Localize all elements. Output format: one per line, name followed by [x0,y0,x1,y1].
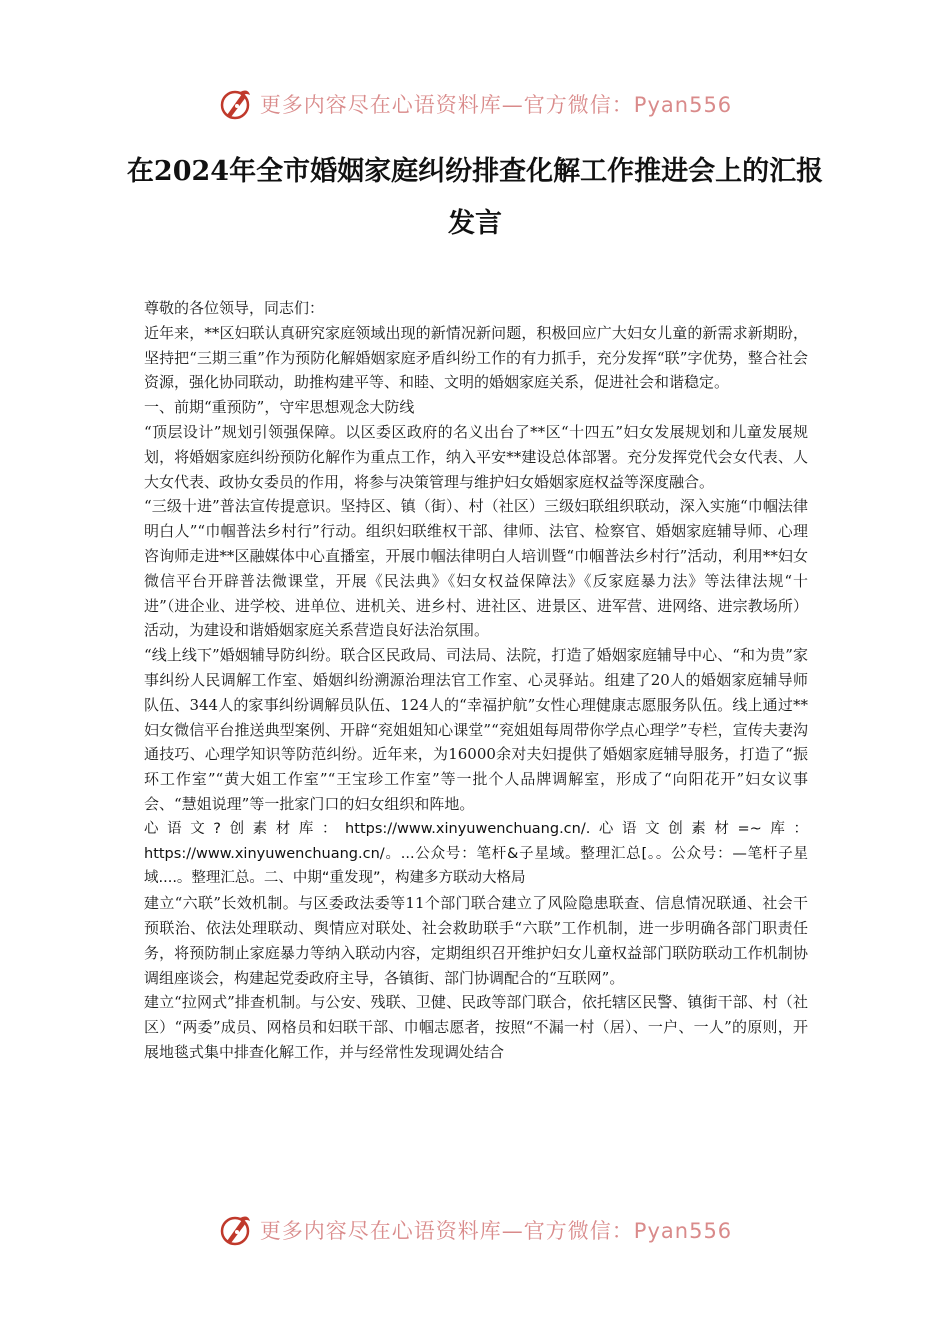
pen-nib-logo-icon [218,86,254,122]
paragraph: 建立“六联”长效机制。与区委政法委等11个部门联合建立了风险隐患联查、信息情况联通、社会干预联治、依法处理联动、舆情应对联处、社会救助联手“六联”工作机制，进一步明确各部门职责任务，将预防制止家庭暴力等纳入联动内容，定期组织召开维护妇女儿童权益部门联防联动工作机制协调组座谈会，构建起党委政府主导，各镇街、部门协调配合的“互联网”。 [144,894,808,987]
document-body [144,296,808,1065]
paragraph: 建立“拉网式”排查机制。与公安、残联、卫健、民政等部门联合，依托辖区民警、镇街干部、村（社区）“两委”成员、网格员和妇联干部、巾帼志愿者，按照“不漏一村（居）、一户、一人”的原则，开展地毯式集中排查化解工作，并与经常性发现调处结合 [144,993,808,1061]
paragraph: 近年来，**区妇联认真研究家庭领域出现的新情况新问题，积极回应广大妇女儿童的新需求新期盼，坚持把“三期三重”作为预防化解婚姻家庭矛盾纠纷工作的有力抓手，充分发挥“联”字优势，整合社会资源，强化协同联动，助推构建平等、和睦、文明的婚姻家庭关系，促进社会和谐稳定。 [144,323,808,392]
watermark-header [0,86,950,122]
salutation: 尊敬的各位领导，同志们： [144,299,325,317]
paragraph: “线上线下”婚姻辅导防纠纷。联合区民政局、司法局、法院，打造了婚姻家庭辅导中心、“和为贵”家事纠纷人民调解工作室、婚姻纠纷溯源治理法官工作室、心灵驿站。组建了20人的婚姻家庭辅导师队伍、344人的家事纠纷调解员队伍、124人的“幸福护航”女性心理健康志愿服务队伍。线上通过**妇女微信平台推送典型案例、开辟“兖姐姐知心课堂”“兖姐姐每周带你学点心理学”专栏，宣传夫妻沟通技巧、心理学知识等防范纠纷。近年来，为16000余对夫妇提供了婚姻家庭辅导服务，打造了“振环工作室”“黄大姐工作室”“王宝珍工作室”等一批个人品牌调解室，形成了“向阳花开”妇女议事会、“慧姐说理”等一批家门口的妇女组织和阵地。 [144,646,808,813]
document-title: 在2024年全市婚姻家庭纠纷排查化解工作推进会上的汇报发言 [126,156,824,239]
watermark-footer [0,1212,950,1248]
pen-nib-logo-icon [218,1212,254,1248]
paragraph: “三级十进”普法宣传提意识。坚持区、镇（街）、村（社区）三级妇联组织联动，深入实施“巾帼法律明白人”“巾帼普法乡村行”行动。组织妇联维权干部、律师、法官、检察官、婚姻家庭辅导师、心理咨询师走进**区融媒体中心直播室，开展巾帼法律明白人培训暨“巾帼普法乡村行”活动，利用**妇女微信平台开辟普法微课堂，开展《民法典》《妇女权益保障法》《反家庭暴力法》等法律法规“十进”（进企业、进学校、进单位、进机关、进乡村、进社区、进景区、进军营、进网络、进宗教场所）活动，为建设和谐婚姻家庭关系营造良好法治氛围。 [144,497,808,640]
paragraph: “顶层设计”规划引领强保障。以区委区政府的名义出台了**区“十四五”妇女发展规划和儿童发展规划，将婚姻家庭纠纷预防化解作为重点工作，纳入平安**建设总体部署。充分发挥党代会女代表、人大女代表、政协女委员的作用，将参与决策管理与维护妇女婚姻家庭权益等深度融合。 [144,422,808,491]
watermark-text: 更多内容尽在心语资料库—官方微信：Pyan556 [259,93,733,117]
section-heading: 一、前期“重预防”，守牢思想观念大防线 [144,398,415,417]
inserted-ad-and-section-heading: 心语文?创素材库：https://www.xinyuwenchuang.cn/.心语文创素材=~库：https://www.xinyuwenchuang.cn/。...公众号：笔杆&子星域。整理汇总[。。公众号：—笔杆子星域....。整理汇总。二、中期“重发现”，构建多方联动大格局 [144,820,808,887]
watermark-text: 更多内容尽在心语资料库—官方微信：Pyan556 [259,1219,733,1243]
